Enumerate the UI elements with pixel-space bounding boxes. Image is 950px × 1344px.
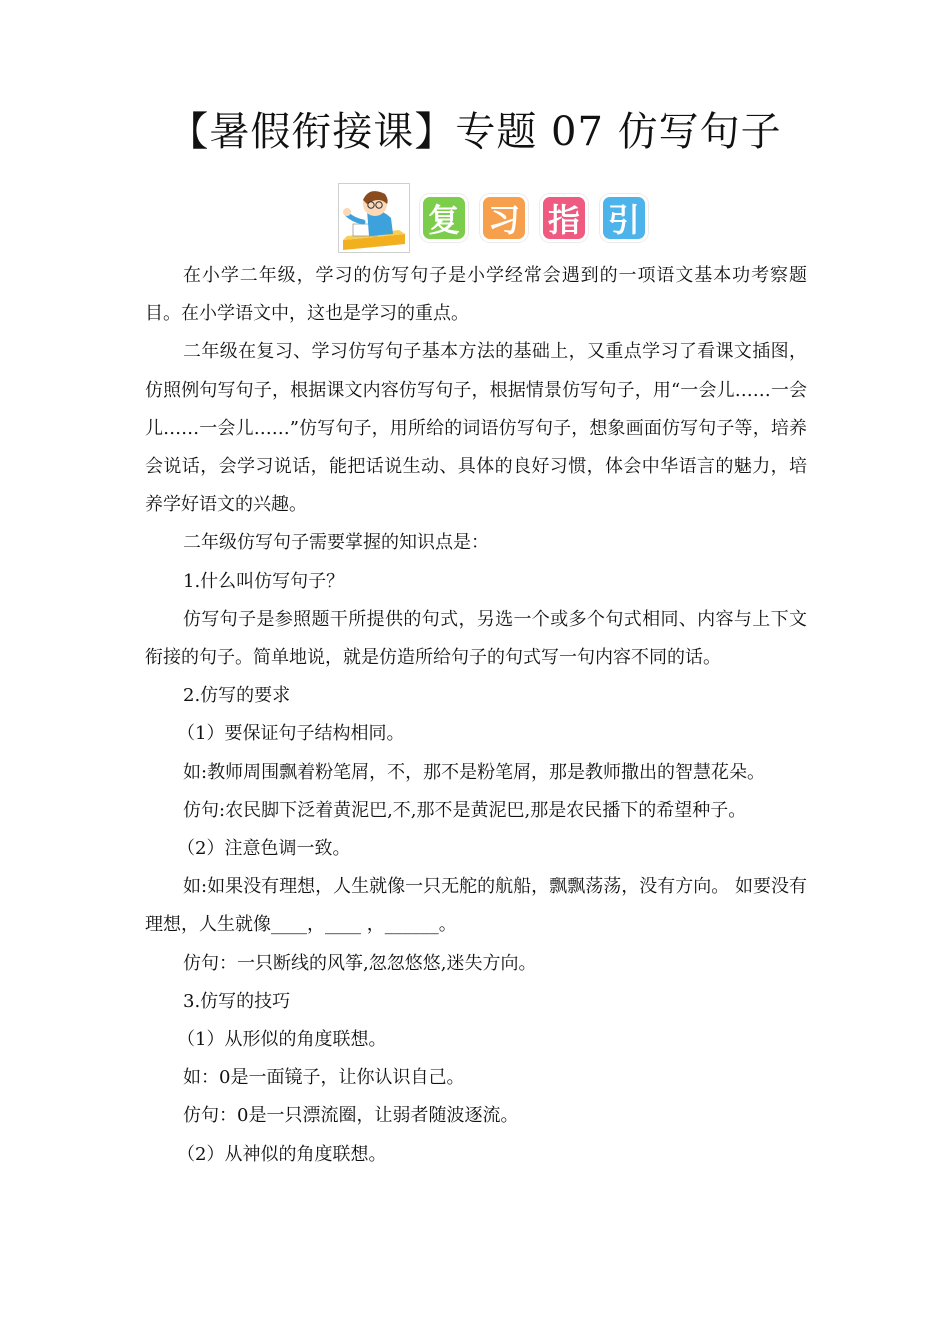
tag-xi: 习 xyxy=(480,194,528,242)
requirement-1: （1）要保证句子结构相同。 xyxy=(177,723,405,745)
example-sentence: 如:教师周围飘着粉笔屑，不，那不是粉笔屑，那是教师撒出的智慧花朵。 xyxy=(183,761,766,783)
section-heading-definition: 1.什么叫仿写句子？ xyxy=(183,570,345,592)
technique-1: （1）从形似的角度联想。 xyxy=(177,1029,387,1051)
lesson-body xyxy=(145,257,807,1174)
definition-paragraph: 仿写句子是参照题干所提供的句式，另选一个或多个句式相同、内容与上下文衔接的句子。简单地说，就是仿造所给句子的句式写一句内容不同的话。 xyxy=(145,608,807,669)
tag-zhi: 指 xyxy=(540,194,588,242)
intro-paragraph: 在小学二年级，学习的仿写句子是小学经常会遇到的一项语文基本功考察题目。在小学语文中，这也是学习的重点。 xyxy=(145,265,807,325)
imitation-sentence: 仿句：0是一只漂流圈，让弱者随波逐流。 xyxy=(183,1105,519,1127)
page-title: 【暑假衔接课】专题 07 仿写句子 xyxy=(168,109,782,155)
student-reading-illustration xyxy=(338,183,410,253)
technique-2: （2）从神似的角度联想。 xyxy=(177,1143,387,1165)
section-heading-requirements: 2.仿写的要求 xyxy=(183,685,291,707)
imitation-sentence: 仿句：一只断线的风筝,忽忽悠悠,迷失方向。 xyxy=(183,952,537,974)
example-sentence: 如:如果没有理想，人生就像一只无舵的航船，飘飘荡荡，没有方向。 如要没有理想，人生就像____，____ ，______。 xyxy=(145,876,807,936)
example-sentence: 如：0是一面镜子，让你认识自己。 xyxy=(183,1067,465,1089)
overview-paragraph: 二年级在复习、学习仿写句子基本方法的基础上，又重点学习了看课文插图，仿照例句写句子，根据课文内容仿写句子，根据情景仿写句子，用“一会儿……一会儿……一会儿……”仿写句子，用所给的词语仿写句子，想象画面仿写句子等，培养会说话，会学习说话，能把话说生动、具体的良好习惯，体会中华语言的魅力，培养学好语文的兴趣。 xyxy=(145,341,807,516)
tag-yin: 引 xyxy=(600,194,648,242)
requirement-2: （2）注意色调一致。 xyxy=(177,838,351,860)
tag-fu: 复 xyxy=(420,194,468,242)
section-heading-techniques: 3.仿写的技巧 xyxy=(183,990,291,1012)
student-icon xyxy=(339,184,409,252)
review-guide-banner xyxy=(338,182,660,254)
knowledge-points-intro: 二年级仿写句子需要掌握的知识点是： xyxy=(183,532,489,554)
imitation-sentence: 仿句:农民脚下泛着黄泥巴,不,那不是黄泥巴,那是农民播下的希望种子。 xyxy=(183,799,747,821)
